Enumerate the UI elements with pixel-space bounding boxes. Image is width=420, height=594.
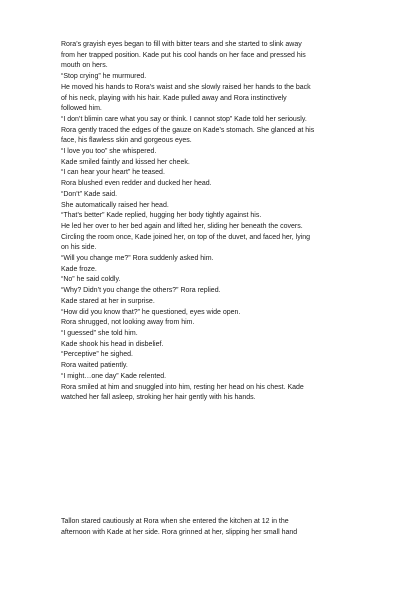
passage-main: [61, 40, 361, 404]
text-line: Kade smiled faintly and kissed her cheek.: [61, 158, 190, 166]
text-line: Rora shrugged, not looking away from him.: [61, 319, 195, 327]
text-line: of his neck, playing with his hair. Kade pulled away and Rora instinctively: [61, 94, 287, 102]
text-line: followed him.: [61, 105, 102, 113]
text-line: “That’s better” Kade replied, hugging her body tightly against his.: [61, 212, 262, 220]
text-line: on his side.: [61, 244, 97, 252]
text-line: watched her fall asleep, stroking her hair gently with his hands.: [61, 394, 256, 402]
text-line: Rora blushed even redder and ducked her head.: [61, 180, 212, 188]
text-line: Rora gently traced the edges of the gauze on Kade’s stomach. She glanced at his: [61, 126, 315, 134]
text-line: Rora’s grayish eyes began to fill with bitter tears and she started to slink away: [61, 41, 302, 48]
text-line: afternoon with Kade at her side. Rora grinned at her, slipping her small hand: [61, 528, 298, 536]
text-line: Rora smiled at him and snuggled into him, resting her head on his chest. Kade: [61, 383, 304, 391]
text-line: “Perceptive” he sighed.: [61, 351, 133, 359]
text-line: “Don’t” Kade said.: [61, 190, 118, 198]
text-line: “How did you know that?” he questioned, eyes wide open.: [61, 308, 241, 316]
text-line: face, his flawless skin and gorgeous eyes.: [61, 137, 192, 145]
text-line: mouth on hers.: [61, 62, 108, 70]
text-line: Circling the room once, Kade joined her, on top of the duvet, and faced her, lying: [61, 233, 311, 241]
text-line: “I guessed” she told him.: [61, 329, 138, 337]
text-line: “Stop crying” he murmured.: [61, 73, 147, 81]
passage-tail: [61, 517, 361, 538]
text-line: Rora waited patiently.: [61, 362, 128, 370]
text-line: Kade shook his head in disbelief.: [61, 340, 164, 348]
text-line: “I don’t blimin care what you say or think. I cannot stop” Kade told her seriously.: [61, 115, 307, 123]
text-line: from her trapped position. Kade put his cool hands on her face and pressed his: [61, 51, 306, 59]
text-line: He moved his hands to Rora’s waist and she slowly raised her hands to the back: [61, 83, 311, 91]
text-line: “I love you too” she whispered.: [61, 148, 157, 156]
text-line: “I can hear your heart” he teased.: [61, 169, 165, 177]
text-line: “Will you change me?” Rora suddenly asked him.: [61, 255, 214, 263]
text-line: Kade stared at her in surprise.: [61, 297, 155, 305]
text-line: She automatically raised her head.: [61, 201, 169, 209]
text-line: Tallon stared cautiously at Rora when she entered the kitchen at 12 in the: [61, 518, 289, 525]
text-line: “Why? Didn’t you change the others?” Rora replied.: [61, 287, 221, 295]
text-line: He led her over to her bed again and lifted her, sliding her beneath the covers.: [61, 222, 303, 230]
text-line: Kade froze.: [61, 265, 97, 273]
text-line: “I might…one day” Kade relented.: [61, 372, 167, 380]
text-line: “No” he said coldly.: [61, 276, 121, 284]
